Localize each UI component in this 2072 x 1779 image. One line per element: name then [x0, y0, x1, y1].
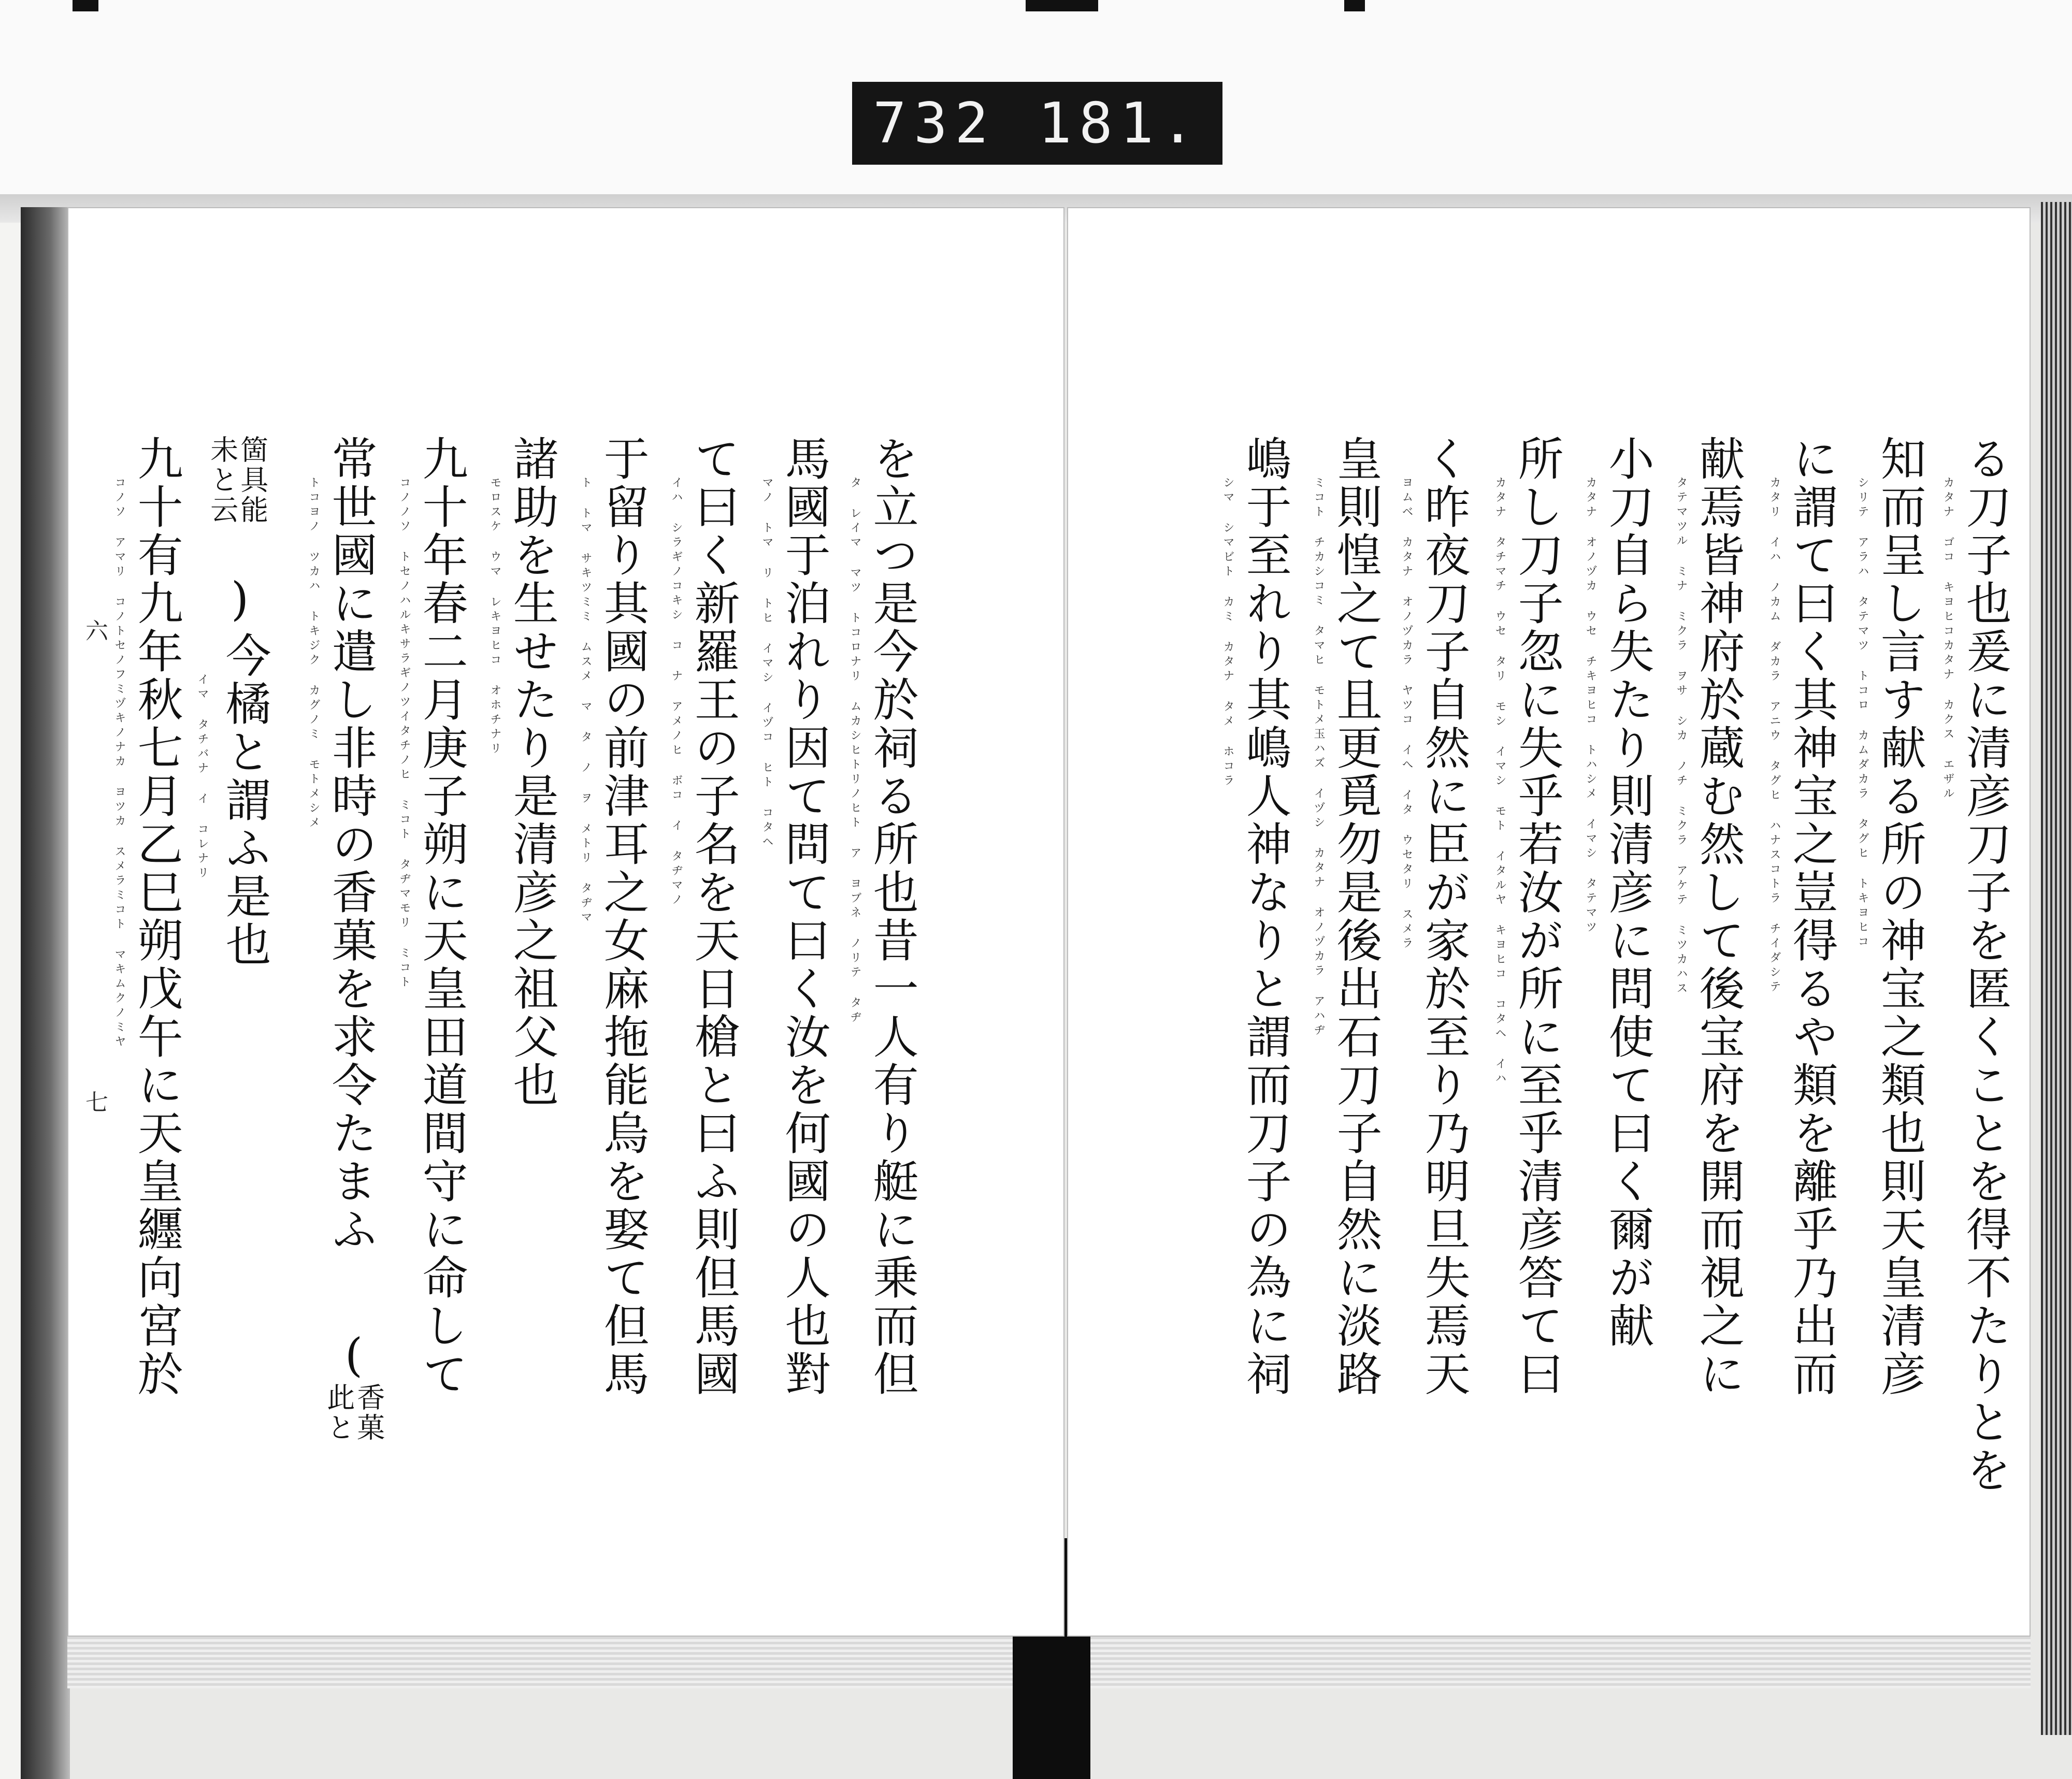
- inline-note-line: 香菓: [352, 1383, 385, 1443]
- right-page-ruby: カタリ イハ ノカム ダカラ アニウ タグヒ ハナスコトラ チイダシテ: [1768, 476, 1781, 995]
- inline-note: [207, 435, 267, 570]
- left-page-line-with-note: [207, 435, 311, 1082]
- left-page-line-with-note: [324, 435, 383, 1523]
- right-page-stack: [2041, 202, 2072, 1735]
- left-page-ruby: イマ タチバナ イ コレナリ: [196, 673, 209, 881]
- scan-edge-mark: [1344, 0, 1365, 11]
- right-page-ruby: カタナ タチマチ ウセ タリ モシ イマシ モト イタルヤ キヨヒコ コタヘ イハ: [1493, 476, 1506, 1087]
- left-page-line: 諸助を生せたり是清彦之祖父也: [506, 435, 559, 1109]
- note-open-paren: (: [327, 1328, 381, 1384]
- left-page-line: て曰く新羅王の子名を天日槍と曰ふ則但馬國: [687, 435, 741, 1398]
- right-page-ruby: カタナ ゴコ キヨヒコカタナ カクス エザル: [1941, 476, 1954, 802]
- left-page-line: 于留り其國の前津耳之女麻拖能烏を娶て但馬: [596, 435, 650, 1398]
- left-page-ruby: モロスケ ウマ レキヨヒコ オホチナリ: [488, 476, 501, 757]
- catalog-number-right: 181.: [1038, 91, 1202, 156]
- right-page-line: る刀子也爰に清彦刀子を匿くことを得不たりとを: [1959, 435, 2012, 1495]
- catalog-number-left: 732: [873, 91, 996, 156]
- right-page-ruby: カタナ オノヅカ ウセ チキヨヒコ トハシメ イマシ タテマツ: [1584, 476, 1597, 935]
- right-page-line: 所し刀子忽に失乎若汝が所に至乎清彦答て曰: [1510, 435, 1564, 1398]
- left-page-line: 九十有九年秋七月乙巳朔戊午に天皇纒向宮於: [130, 435, 184, 1398]
- right-page-line: 皇則惶之て且更覓勿是後出石刀子自然に淡路: [1329, 435, 1383, 1398]
- inline-note-line: 未と云: [206, 435, 239, 525]
- right-page-ruby: シマ シマビト カミ カタナ タメ ホコラ: [1221, 476, 1234, 789]
- left-page-line: を立つ是今於祠る所也昔一人有り艇に乗而但: [866, 435, 919, 1398]
- left-page-ruby: イハ シラギノコキシ コ ナ アメノヒ ボコ イ タヂマノ: [670, 476, 683, 908]
- right-page-ruby: ミコト チカシコミ タマヒ モトメ玉ハズ イヅシ カタナ オノヅカラ アハヂ: [1312, 476, 1325, 1038]
- margin-mark: 七: [81, 1090, 108, 1113]
- inline-note-line: 箇具能: [236, 435, 269, 525]
- left-page-ruby: トコヨノ ツカハ トキジク カグノミ モトメシメ: [307, 476, 320, 831]
- left-page-line: 九十年春二月庚子朔に天皇田道間守に命して: [415, 435, 469, 1398]
- note-close-paren: ): [213, 572, 267, 628]
- inline-note: [324, 1383, 383, 1523]
- scan-edge-mark: [73, 0, 98, 11]
- left-page-line: 今橘と謂ふ是也: [218, 632, 272, 969]
- right-page-line: に謂て曰く其神宝之豈得るや類を離乎乃出而: [1785, 435, 1839, 1398]
- inline-note-line: 此と: [322, 1383, 355, 1443]
- right-page-line: 知而呈し言す献る所の神宝之類也則天皇清彦: [1873, 435, 1927, 1398]
- right-page-ruby: ヨムベ カタナ オノヅカラ ヤツコ イへ イタ ウセタリ スメラ: [1400, 476, 1413, 951]
- catalog-number-label: [852, 82, 1222, 165]
- left-page-line: 馬國于泊れり因て問て曰く汝を何國の人也對: [778, 435, 831, 1398]
- right-page-ruby: タテマツル ミナ ミクラ ヲサ シカ ノチ ミクラ アケテ ミツカハス: [1675, 476, 1688, 996]
- left-page-ruby: コノノソ トセノハルキサラギノツイタチノヒ ミコト タヂマモリ ミコト: [398, 476, 411, 990]
- margin-mark: 六: [81, 619, 108, 642]
- left-page-line: 常世國に遣し非時の香菓を求令たまふ: [324, 435, 378, 1254]
- left-page-ruby: マノ トマ リ トヒ イマシ イヅコ ヒト コタヘ: [760, 476, 773, 850]
- scan-edge-mark: [1026, 0, 1098, 11]
- right-page-ruby: シリテ アラハ タテマツ トコロ カムダカラ タグヒ トキヨヒコ: [1856, 476, 1869, 950]
- right-page-line: 小刀自ら失たり則清彦に問使て曰く爾が献: [1601, 435, 1655, 1350]
- left-page-ruby: タ レイマ マツ トコロナリ ムカシヒトリノヒト ア ヨブネ ノリテ タヂ: [848, 476, 861, 1025]
- right-page-line: く昨夜刀子自然に臣が家於至り乃明旦失焉天: [1417, 435, 1471, 1398]
- left-cover-edge: [21, 207, 70, 1779]
- right-page-line: 献焉皆神府於蔵む然して後宝府を開而視之に: [1692, 435, 1746, 1398]
- left-page-ruby: コノソ アマリ コノトセノフミヅキノナカ ヨツカ スメラミコト マキムクノミヤ: [113, 476, 126, 1050]
- left-page-ruby: ト トマ サキツミミ ムスメ マ タ ノ ヲ メトリ タヂマ: [579, 476, 592, 925]
- right-page-line: 嶋于至れり其嶋人神なりと謂而刀子の為に祠: [1239, 435, 1292, 1398]
